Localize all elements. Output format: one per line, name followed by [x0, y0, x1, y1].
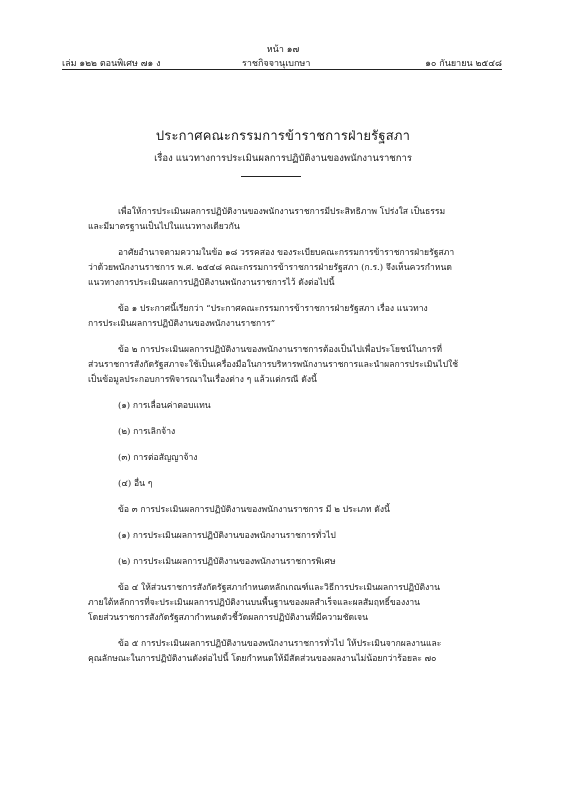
- paragraph-line: ข้อ ๒ การประเมินผลการปฏิบัติงานของพนักงานราชการต้องเป็นไปเพื่อประโยชน์ในการที่: [118, 345, 443, 355]
- paragraph-line: (๒) การประเมินผลการปฏิบัติงานของพนักงานราชการพิเศษ: [118, 557, 336, 567]
- document-title: ประกาศคณะกรรมการข้าราชการฝ่ายรัฐสภา: [155, 129, 411, 144]
- paragraph: [88, 425, 488, 440]
- paragraph-line: แนวทางการประเมินผลการปฏิบัติงานพนักงานราชการไว้ ดังต่อไปนี้: [88, 278, 335, 288]
- paragraph: [88, 555, 488, 570]
- paragraph-line: ภายใต้หลักการที่จะประเมินผลการปฏิบัติงานบนพื้นฐานของผลสำเร็จและผลสัมฤทธิ์ของงาน: [88, 598, 421, 608]
- paragraph: [88, 205, 488, 235]
- paragraph-line: โดยส่วนราชการสังกัดรัฐสภากำหนดตัวชี้วัดผลการปฏิบัติงานที่มีความชัดเจน: [88, 613, 368, 623]
- gazette-name: ราชกิจจานุเบกษา: [242, 59, 311, 69]
- paragraph-line: การประเมินผลการปฏิบัติงานของพนักงานราชการ”: [88, 319, 276, 329]
- paragraph-line: เพื่อให้การประเมินผลการปฏิบัติงานของพนักงานราชการมีประสิทธิภาพ โปร่งใส เป็นธรรม: [118, 207, 446, 217]
- paragraph: [88, 529, 488, 544]
- paragraph: [88, 503, 488, 518]
- paragraph-line: อาศัยอำนาจตามความในข้อ ๑๘ วรรคสอง ของระเบียบคณะกรรมการข้าราชการฝ่ายรัฐสภา: [118, 248, 455, 258]
- paragraph-line: คุณลักษณะในการปฏิบัติงานดังต่อไปนี้ โดยกำหนดให้มีสัดส่วนของผลงานไม่น้อยกว่าร้อยละ ๗๐: [88, 654, 437, 664]
- publication-date: ๑๐ กันยายน ๒๕๔๘: [425, 59, 502, 69]
- document-subtitle: เรื่อง แนวทางการประเมินผลการปฏิบัติงานของพนักงานราชการ: [154, 153, 412, 164]
- paragraph-line: ข้อ ๕ การประเมินผลการปฏิบัติงานของพนักงานราชการทั่วไป ให้ประเมินจากผลงานและ: [118, 639, 442, 649]
- paragraph: [88, 399, 488, 414]
- paragraph-line: ว่าด้วยพนักงานราชการ พ.ศ. ๒๕๔๘ คณะกรรมการข้าราชการฝ่ายรัฐสภา (ก.ร.) จึงเห็นควรกำหนด: [88, 263, 452, 273]
- paragraph: [88, 637, 488, 667]
- paragraph: [88, 477, 488, 492]
- paragraph-line: ข้อ ๔ ให้ส่วนราชการสังกัดรัฐสภากำหนดหลักเกณฑ์และวิธีการประเมินผลการปฏิบัติงาน: [118, 583, 440, 593]
- paragraph-line: เป็นข้อมูลประกอบการพิจารณาในเรื่องต่าง ๆ แล้วแต่กรณี ดังนี้: [88, 375, 317, 385]
- paragraph: [88, 581, 488, 626]
- paragraph-line: และมีมาตรฐานเป็นไปในแนวทางเดียวกัน: [88, 222, 240, 232]
- paragraph: [88, 302, 488, 332]
- paragraph-line: (๑) การประเมินผลการปฏิบัติงานของพนักงานราชการทั่วไป: [118, 531, 336, 541]
- paragraph: [88, 343, 488, 388]
- paragraph-line: (๓) การต่อสัญญาจ้าง: [118, 453, 198, 463]
- paragraph-line: (๒) การเลิกจ้าง: [118, 427, 176, 437]
- volume-label: เล่ม ๑๒๒ ตอนพิเศษ ๗๑ ง: [62, 59, 161, 69]
- document-body: [88, 205, 488, 678]
- header-divider: [62, 69, 502, 70]
- paragraph: [88, 451, 488, 466]
- paragraph-line: ข้อ ๓ การประเมินผลการปฏิบัติงานของพนักงานราชการ มี ๒ ประเภท ดังนี้: [118, 505, 390, 515]
- paragraph-line: (๑) การเลื่อนค่าตอบแทน: [118, 401, 211, 411]
- paragraph: [88, 246, 488, 291]
- paragraph-line: (๔) อื่น ๆ: [118, 479, 153, 489]
- title-divider: [241, 176, 301, 177]
- paragraph-line: ข้อ ๑ ประกาศนี้เรียกว่า “ประกาศคณะกรรมการข้าราชการฝ่ายรัฐสภา เรื่อง แนวทาง: [118, 304, 428, 314]
- paragraph-line: ส่วนราชการสังกัดรัฐสภาจะใช้เป็นเครื่องมือในการบริหารพนักงานราชการและนำผลการประเมินไปใช้: [88, 360, 459, 370]
- page-number: หน้า ๑๗: [266, 45, 300, 55]
